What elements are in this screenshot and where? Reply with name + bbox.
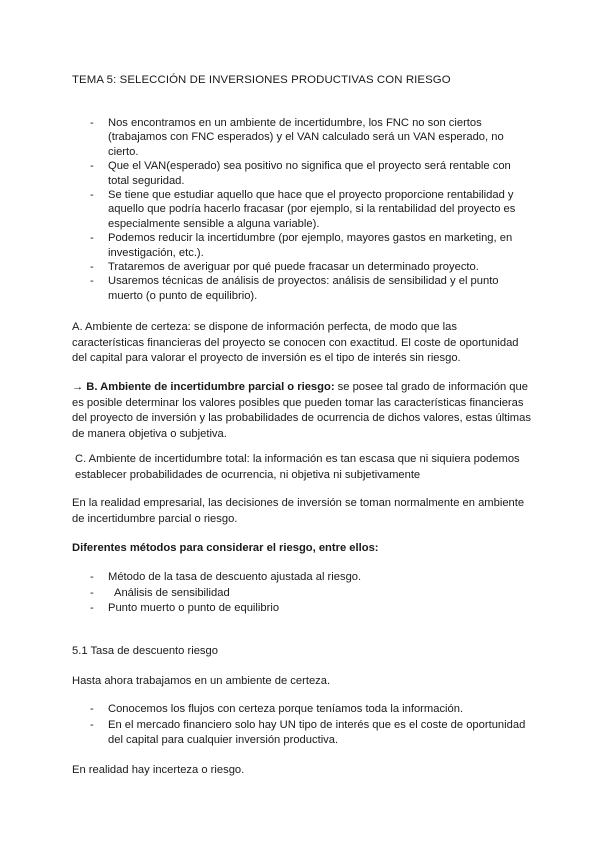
list-item: - Que el VAN(esperado) sea positivo no significa que el proyecto será rentable con total seguridad.	[72, 159, 532, 188]
intro-list	[72, 116, 532, 303]
list-item: - Método de la tasa de descuento ajustada al riesgo.	[72, 570, 532, 586]
paragraph-final: En realidad hay incerteza o riesgo.	[72, 764, 245, 776]
list-item: - Se tiene que estudiar aquello que hace que el proyecto proporcione rentabilidad y aquello que podría hacerlo fracasar (por ejemplo, si la rentabilidad del proyecto es especialmente sensible a alguna variable).	[72, 188, 532, 231]
list-item: - Nos encontramos en un ambiente de incertidumbre, los FNC no son ciertos (trabajamos con FNC esperados) y el VAN calculado será un VAN esperado, no cierto.	[72, 116, 532, 159]
paragraph-ambiente-certeza: A. Ambiente de certeza: se dispone de información perfecta, de modo que las características financieras del proyecto se conocen con exactitud. El coste de oportunidad del capital para valorar el proyecto de inversión es el tipo de interés sin riesgo.	[72, 321, 519, 364]
paragraph-realidad-empresarial: En la realidad empresarial, las decisiones de inversión se toman normalmente en ambiente de incertidumbre parcial o riesgo.	[72, 497, 525, 525]
list-item: - Punto muerto o punto de equilibrio	[72, 601, 532, 617]
arrow-icon: →	[72, 381, 84, 393]
list-item: - Conocemos los flujos con certeza porque teníamos toda la información.	[72, 702, 532, 718]
methods-list	[72, 570, 532, 617]
paragraph-incertidumbre-total: C. Ambiente de incertidumbre total: la información es tan escasa que ni siquiera podemos establecer probabilidades de ocurrencia, ni objetiva ni subjetivamente	[75, 453, 520, 481]
list-item: - En el mercado financiero solo hay UN tipo de interés que es el coste de oportunidad del capital para cualquier inversión productiva.	[72, 718, 532, 749]
paragraph-hasta-ahora: Hasta ahora trabajamos en un ambiente de certeza.	[72, 675, 331, 687]
methods-heading: Diferentes métodos para considerar el riesgo, entre ellos:	[72, 542, 379, 554]
page-title: TEMA 5: SELECCIÓN DE INVERSIONES PRODUCTIVAS CON RIESGO	[72, 74, 451, 86]
list-item: - Trataremos de averiguar por qué puede fracasar un determinado proyecto.	[72, 260, 532, 274]
list-item: - Análisis de sensibilidad	[72, 586, 532, 602]
paragraph-text: se posee tal grado de información que es posible determinar los valores posibles que pueden tomar las características financieras del proyecto de inversión y las probabilidades de ocurrencia de dichos valores, estas últimas de manera objetiva o subjetiva.	[72, 381, 531, 440]
paragraph-ambiente-riesgo	[72, 380, 532, 442]
section-heading-5-1: 5.1 Tasa de descuento riesgo	[72, 645, 218, 657]
list-item: - Podemos reducir la incertidumbre (por ejemplo, mayores gastos en marketing, en investigación, etc.).	[72, 231, 532, 260]
certeza-list	[72, 702, 532, 749]
list-item: - Usaremos técnicas de análisis de proyectos: análisis de sensibilidad y el punto muerto (o punto de equilibrio).	[72, 274, 532, 303]
paragraph-bold-lead: B. Ambiente de incertidumbre parcial o riesgo:	[86, 381, 335, 393]
